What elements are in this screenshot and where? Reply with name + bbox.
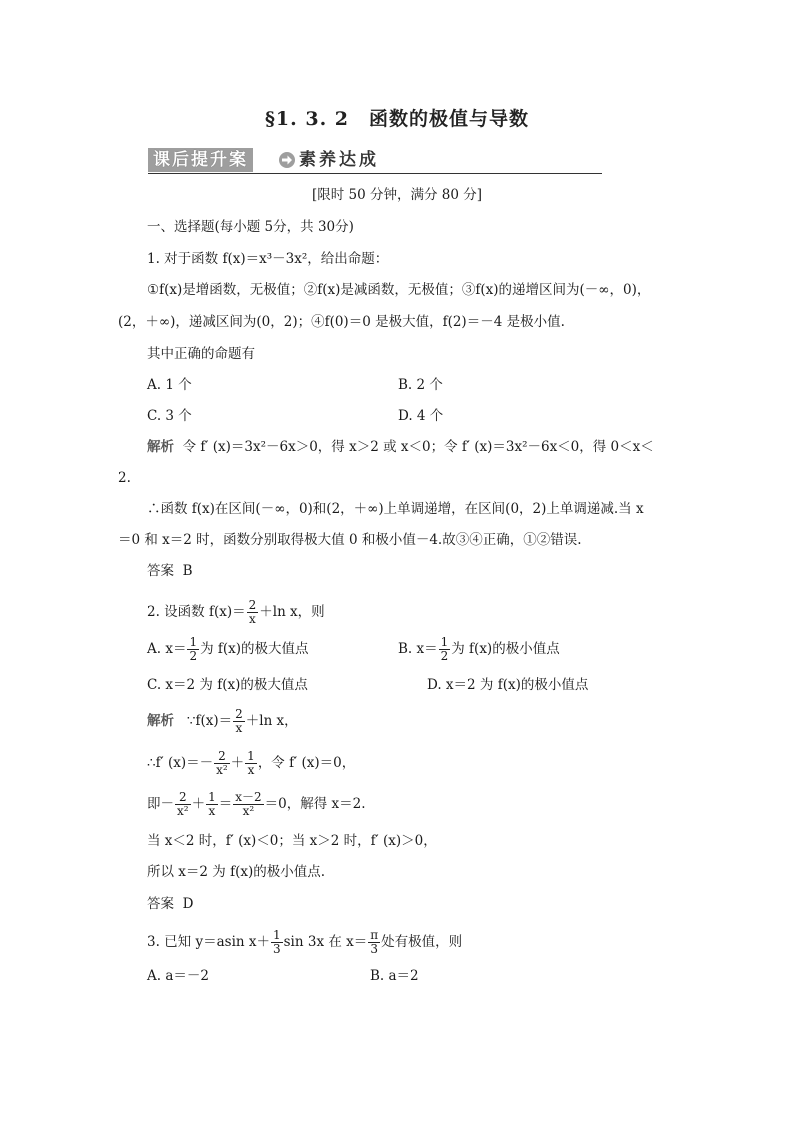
q2-analysis2-fraction-2 — [245, 750, 257, 777]
q2-analysis2-text-c: ，令 f′ (x)＝0， — [257, 755, 356, 771]
page-title: §1. 3. 2 函数的极值与导数 — [264, 108, 530, 130]
q1-analysis-line4: ＝0 和 x＝2 时，函数分别取得极大值 0 和极小值－4.故③④正确，①②错误. — [118, 532, 582, 548]
q2-analysis2-text-b: ＋ — [230, 755, 245, 771]
q2-option-b-fraction — [439, 636, 451, 663]
q2-analysis3-fraction-3 — [233, 791, 263, 818]
q3-option-b: B. a＝2 — [370, 968, 419, 984]
fraction-numerator: 2 — [248, 598, 257, 612]
fraction-numerator: 2 — [214, 750, 230, 764]
q2-option-b-text-a: B. x＝ — [398, 641, 438, 657]
fraction-numerator: 1 — [247, 749, 255, 763]
banner-tail-text: 素养达成 — [299, 150, 379, 170]
fraction-numerator: 2 — [235, 707, 243, 721]
section-heading: 一、选择题(每小题 5分，共 30分) — [147, 219, 354, 235]
q1-analysis-text1: 令 f′ (x)＝3x²－6x＞0，得 x＞2 或 x＜0；令 f′ (x)＝3x²－6x＜0，得 0＜x＜ — [182, 439, 654, 455]
q2-analysis-line3 — [147, 789, 366, 819]
q1-prompt: 其中正确的命题有 — [147, 346, 255, 362]
fraction-denominator: x² — [216, 763, 228, 777]
fraction-denominator: x — [208, 804, 216, 818]
q2-analysis-line5: 所以 x＝2 为 f(x)的极小值点. — [147, 864, 326, 880]
fraction-denominator: 2 — [189, 649, 198, 663]
q2-answer — [147, 895, 193, 913]
q2-answer-value: D — [182, 896, 194, 912]
q2-option-b-text-b: 为 f(x)的极小值点 — [451, 641, 560, 657]
q2-analysis3-text-a: 即－ — [147, 796, 174, 812]
fraction-denominator: x — [247, 763, 255, 777]
q2-stem — [147, 597, 325, 627]
q3-stem-text-a: 3. 已知 y＝asin x＋ — [147, 934, 270, 950]
fraction-denominator: x — [249, 612, 256, 626]
q1-answer — [147, 562, 193, 580]
q3-stem-fraction-1 — [271, 929, 283, 956]
q3-stem-fraction-2 — [368, 929, 380, 956]
q1-option-b: B. 2 个 — [398, 377, 443, 393]
q3-stem-text-b: sin 3x 在 x＝ — [283, 934, 368, 950]
fraction-numerator: 1 — [272, 928, 281, 942]
q2-analysis1-text-b: ＋ln x， — [245, 713, 298, 729]
fraction-denominator: 3 — [370, 942, 379, 956]
q2-option-d: D. x＝2 为 f(x)的极小值点 — [427, 677, 589, 693]
q2-analysis1-text-a: ∵f(x)＝ — [186, 713, 233, 729]
q2-option-a — [147, 634, 309, 664]
fraction-denominator: x² — [177, 804, 189, 818]
q2-analysis2-fraction-1 — [214, 750, 230, 777]
q2-analysis3-fraction-1 — [175, 791, 191, 818]
q1-option-c: C. 3 个 — [147, 408, 192, 424]
arrow-right-icon — [278, 151, 296, 169]
q1-stem: 1. 对于函数 f(x)＝x³－3x²，给出命题： — [147, 251, 389, 267]
q2-stem-text-b: ＋ln x，则 — [259, 604, 325, 620]
q1-analysis-line3: ∴函数 f(x)在区间(－∞，0)和(2，＋∞)上单调递增，在区间(0，2)上单调递减.当 x — [147, 501, 644, 517]
q1-analysis-line1 — [147, 438, 654, 456]
q1-line1: ①f(x)是增函数，无极值；②f(x)是减函数，无极值；③f(x)的递增区间为(－∞，0)， — [147, 282, 651, 298]
time-limit: [限时 50 分钟，满分 80 分] — [311, 187, 483, 203]
fraction-numerator: 2 — [175, 791, 191, 805]
fraction-numerator: 1 — [189, 635, 198, 649]
section-banner — [148, 146, 602, 174]
q2-analysis-line4: 当 x＜2 时，f′ (x)＜0；当 x＞2 时，f′ (x)＞0， — [147, 833, 437, 849]
q2-option-a-text-b: 为 f(x)的极大值点 — [200, 641, 309, 657]
banner-label-box: 课后提升案 — [148, 148, 253, 172]
banner-underline — [148, 173, 602, 174]
q1-option-a: A. 1 个 — [147, 377, 192, 393]
fraction-numerator: x－2 — [235, 790, 262, 804]
fraction-numerator: 1 — [440, 635, 449, 649]
q2-analysis-line2 — [147, 748, 355, 778]
q2-option-a-fraction — [187, 636, 199, 663]
q2-analysis-line1 — [147, 706, 298, 736]
q2-option-b — [398, 634, 560, 664]
q1-line2: (2，＋∞)，递减区间为(0，2)；④f(0)＝0 是极大值，f(2)＝－4 是极小值. — [118, 314, 565, 330]
q2-analysis-tag: 解析 — [147, 713, 174, 729]
q2-analysis3-text-d: ＝0，解得 x＝2. — [264, 796, 366, 812]
fraction-denominator: x — [235, 721, 243, 735]
q2-analysis1-fraction — [233, 708, 245, 735]
q1-answer-tag: 答案 — [147, 563, 174, 579]
fraction-denominator: 3 — [272, 942, 281, 956]
q1-analysis-line2: 2. — [118, 470, 131, 486]
fraction-numerator: 1 — [208, 790, 216, 804]
q1-analysis-tag: 解析 — [147, 439, 174, 455]
q2-analysis2-text-a: ∴f′ (x)＝－ — [147, 755, 214, 771]
fraction-numerator: π — [370, 928, 379, 942]
q2-analysis3-text-c: ＝ — [218, 796, 233, 812]
q2-option-a-text-a: A. x＝ — [147, 641, 187, 657]
q2-analysis3-text-b: ＋ — [191, 796, 206, 812]
q2-stem-text-a: 2. 设函数 f(x)＝ — [147, 604, 246, 620]
q1-answer-value: B — [182, 563, 193, 579]
q2-stem-fraction — [247, 599, 259, 626]
q2-analysis3-fraction-2 — [206, 791, 218, 818]
q3-stem — [147, 927, 462, 957]
q2-option-c: C. x＝2 为 f(x)的极大值点 — [147, 677, 308, 693]
fraction-denominator: x² — [242, 804, 255, 818]
q2-answer-tag: 答案 — [147, 896, 174, 912]
q1-option-d: D. 4 个 — [398, 408, 444, 424]
fraction-denominator: 2 — [440, 649, 449, 663]
q3-stem-text-c: 处有极值，则 — [381, 934, 463, 950]
q3-option-a: A. a＝－2 — [147, 968, 209, 984]
